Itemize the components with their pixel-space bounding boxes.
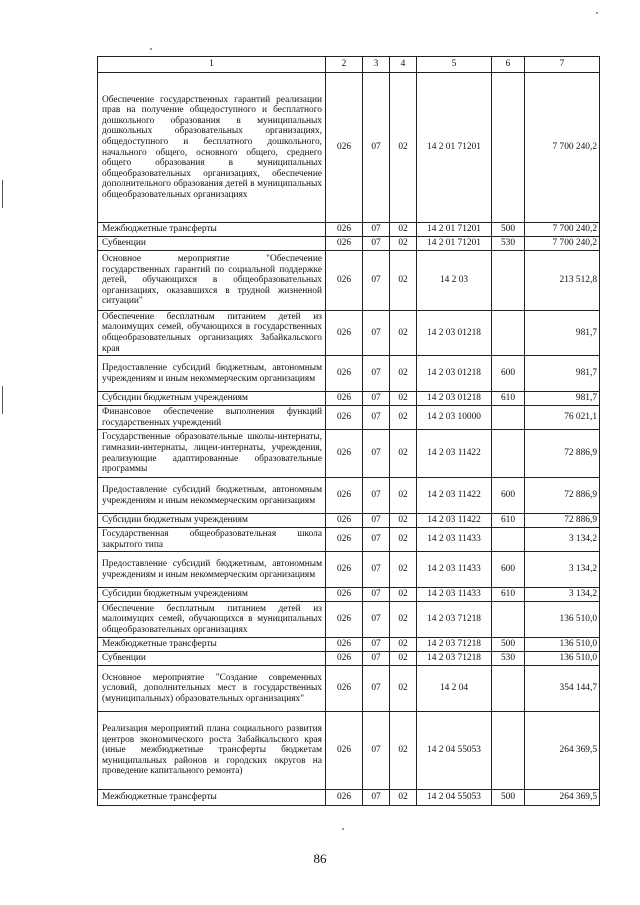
- row-subsection-code: 02: [390, 602, 417, 638]
- row-target-article: 14 2 03 11433: [417, 528, 492, 552]
- row-amount: 264 369,5: [525, 790, 600, 806]
- table-row: [98, 430, 600, 478]
- row-expense-type: [492, 528, 525, 552]
- row-ministry-code: 026: [326, 552, 363, 588]
- row-section-code: 07: [363, 406, 390, 430]
- row-expense-type: 610: [492, 514, 525, 528]
- row-section-code: 07: [363, 552, 390, 588]
- header-col-5: 5: [417, 57, 492, 73]
- row-subsection-code: 02: [390, 251, 417, 311]
- row-name: Субсидии бюджетным учреждениям: [98, 514, 326, 528]
- row-ministry-code: 026: [326, 478, 363, 514]
- row-ministry-code: 026: [326, 406, 363, 430]
- row-section-code: 07: [363, 430, 390, 478]
- table-row: [98, 311, 600, 356]
- row-subsection-code: 02: [390, 638, 417, 652]
- row-name: Государственная общеобразовательная школа закрытого типа: [98, 528, 326, 552]
- row-expense-type: [492, 311, 525, 356]
- row-subsection-code: 02: [390, 478, 417, 514]
- row-ministry-code: 026: [326, 790, 363, 806]
- row-ministry-code: 026: [326, 237, 363, 251]
- row-subsection-code: 02: [390, 430, 417, 478]
- row-expense-type: 500: [492, 790, 525, 806]
- row-subsection-code: 02: [390, 514, 417, 528]
- row-ministry-code: 026: [326, 251, 363, 311]
- row-target-article: 14 2 03 01218: [417, 311, 492, 356]
- row-amount: 213 512,8: [525, 251, 600, 311]
- row-expense-type: 600: [492, 552, 525, 588]
- row-amount: 72 886,9: [525, 514, 600, 528]
- row-subsection-code: 02: [390, 392, 417, 406]
- row-target-article: 14 2 04 55053: [417, 790, 492, 806]
- row-target-article: 14 2 03 10000: [417, 406, 492, 430]
- row-name: Основное мероприятие "Создание современных условий, дополнительных мест в государственных (муниципальных) образовательных организациях": [98, 666, 326, 712]
- table-row: [98, 73, 600, 223]
- row-target-article: 14 2 03 01218: [417, 392, 492, 406]
- row-target-article: 14 2 03 71218: [417, 652, 492, 666]
- row-expense-type: 600: [492, 356, 525, 392]
- row-target-article: 14 2 03: [417, 251, 492, 311]
- header-col-1: 1: [98, 57, 326, 73]
- row-ministry-code: 026: [326, 356, 363, 392]
- row-name: Межбюджетные трансферты: [98, 223, 326, 237]
- row-name: Основное мероприятие "Обеспечение государственных гарантий по социальной поддержке детей, обучающихся в общеобразовательных организациях, оказавшихся в трудной жизненной ситуации": [98, 251, 326, 311]
- row-subsection-code: 02: [390, 237, 417, 251]
- row-name: Государственные образовательные школы-интернаты, гимназии-интернаты, лицеи-интернаты, учреждения, реализующие адаптированные образовательные программы: [98, 430, 326, 478]
- row-target-article: 14 2 01 71201: [417, 73, 492, 223]
- row-expense-type: [492, 430, 525, 478]
- row-section-code: 07: [363, 392, 390, 406]
- row-target-article: 14 2 03 71218: [417, 602, 492, 638]
- row-amount: 136 510,0: [525, 652, 600, 666]
- row-expense-type: [492, 602, 525, 638]
- header-col-3: 3: [363, 57, 390, 73]
- row-target-article: 14 2 03 11422: [417, 514, 492, 528]
- scan-speck: [150, 48, 152, 50]
- row-amount: 72 886,9: [525, 478, 600, 514]
- row-section-code: 07: [363, 237, 390, 251]
- row-amount: 981,7: [525, 356, 600, 392]
- table-row: [98, 514, 600, 528]
- row-expense-type: 530: [492, 237, 525, 251]
- row-ministry-code: 026: [326, 666, 363, 712]
- table-header-row: [98, 57, 600, 73]
- row-subsection-code: 02: [390, 652, 417, 666]
- row-amount: 981,7: [525, 392, 600, 406]
- row-name: Субсидии бюджетным учреждениям: [98, 588, 326, 602]
- row-name: Обеспечение бесплатным питанием детей из малоимущих семей, обучающихся в государственных общеобразовательных организациях Забайкальского края: [98, 311, 326, 356]
- table-row: [98, 638, 600, 652]
- row-section-code: 07: [363, 251, 390, 311]
- scan-edge-mark: [2, 386, 3, 414]
- row-ministry-code: 026: [326, 430, 363, 478]
- table-row: [98, 712, 600, 790]
- row-section-code: 07: [363, 514, 390, 528]
- row-section-code: 07: [363, 478, 390, 514]
- row-subsection-code: 02: [390, 528, 417, 552]
- row-section-code: 07: [363, 223, 390, 237]
- table-row: [98, 528, 600, 552]
- row-amount: 136 510,0: [525, 638, 600, 652]
- header-col-7: 7: [525, 57, 600, 73]
- row-subsection-code: 02: [390, 712, 417, 790]
- table-row: [98, 478, 600, 514]
- scan-edge-mark: [2, 180, 3, 208]
- row-expense-type: 610: [492, 588, 525, 602]
- row-amount: 72 886,9: [525, 430, 600, 478]
- row-expense-type: [492, 406, 525, 430]
- row-ministry-code: 026: [326, 528, 363, 552]
- row-amount: 7 700 240,2: [525, 223, 600, 237]
- row-amount: 354 144,7: [525, 666, 600, 712]
- row-target-article: 14 2 04 55053: [417, 712, 492, 790]
- row-section-code: 07: [363, 638, 390, 652]
- row-subsection-code: 02: [390, 311, 417, 356]
- row-amount: 3 134,2: [525, 588, 600, 602]
- row-ministry-code: 026: [326, 712, 363, 790]
- row-amount: 7 700 240,2: [525, 73, 600, 223]
- row-subsection-code: 02: [390, 73, 417, 223]
- row-section-code: 07: [363, 528, 390, 552]
- row-name: Субвенции: [98, 652, 326, 666]
- table-row: [98, 223, 600, 237]
- row-ministry-code: 026: [326, 588, 363, 602]
- row-target-article: 14 2 03 11433: [417, 588, 492, 602]
- row-ministry-code: 026: [326, 602, 363, 638]
- table-row: [98, 406, 600, 430]
- row-name: Предоставление субсидий бюджетным, автономным учреждениям и иным некоммерческим организациям: [98, 478, 326, 514]
- row-ministry-code: 026: [326, 223, 363, 237]
- row-ministry-code: 026: [326, 638, 363, 652]
- row-expense-type: 500: [492, 223, 525, 237]
- row-amount: 7 700 240,2: [525, 237, 600, 251]
- budget-table: [97, 56, 600, 806]
- header-col-6: 6: [492, 57, 525, 73]
- table-row: [98, 790, 600, 806]
- scan-speck: [342, 828, 344, 830]
- row-section-code: 07: [363, 356, 390, 392]
- row-section-code: 07: [363, 652, 390, 666]
- row-target-article: 14 2 01 71201: [417, 223, 492, 237]
- row-target-article: 14 2 03 01218: [417, 356, 492, 392]
- row-target-article: 14 2 03 71218: [417, 638, 492, 652]
- table-row: [98, 588, 600, 602]
- row-section-code: 07: [363, 311, 390, 356]
- row-name: Предоставление субсидий бюджетным, автономным учреждениям и иным некоммерческим организациям: [98, 552, 326, 588]
- row-ministry-code: 026: [326, 514, 363, 528]
- row-section-code: 07: [363, 588, 390, 602]
- row-amount: 3 134,2: [525, 552, 600, 588]
- table-row: [98, 251, 600, 311]
- row-subsection-code: 02: [390, 588, 417, 602]
- table-row: [98, 666, 600, 712]
- table-row: [98, 356, 600, 392]
- row-expense-type: [492, 712, 525, 790]
- row-name: Обеспечение бесплатным питанием детей из малоимущих семей, обучающихся в муниципальных общеобразовательных организациях: [98, 602, 326, 638]
- table-row: [98, 392, 600, 406]
- row-subsection-code: 02: [390, 552, 417, 588]
- row-target-article: 14 2 03 11422: [417, 478, 492, 514]
- row-section-code: 07: [363, 666, 390, 712]
- row-subsection-code: 02: [390, 223, 417, 237]
- header-col-2: 2: [326, 57, 363, 73]
- row-name: Реализация мероприятий плана социального развития центров экономического роста Забайкальского края (иные межбюджетные трансферты бюджетам муниципальных районов и городских округов на проведение капитального ремонта): [98, 712, 326, 790]
- row-section-code: 07: [363, 712, 390, 790]
- row-section-code: 07: [363, 790, 390, 806]
- row-amount: 136 510,0: [525, 602, 600, 638]
- row-expense-type: [492, 251, 525, 311]
- row-section-code: 07: [363, 602, 390, 638]
- table-row: [98, 552, 600, 588]
- row-name: Финансовое обеспечение выполнения функций государственных учреждений: [98, 406, 326, 430]
- row-amount: 264 369,5: [525, 712, 600, 790]
- scan-speck: [596, 12, 598, 14]
- row-subsection-code: 02: [390, 666, 417, 712]
- row-target-article: 14 2 04: [417, 666, 492, 712]
- row-amount: 3 134,2: [525, 528, 600, 552]
- page-number: 86: [313, 851, 327, 866]
- row-ministry-code: 026: [326, 652, 363, 666]
- row-expense-type: 610: [492, 392, 525, 406]
- row-ministry-code: 026: [326, 311, 363, 356]
- table-row: [98, 237, 600, 251]
- row-target-article: 14 2 03 11433: [417, 552, 492, 588]
- header-col-4: 4: [390, 57, 417, 73]
- row-section-code: 07: [363, 73, 390, 223]
- row-name: Субвенции: [98, 237, 326, 251]
- row-expense-type: [492, 73, 525, 223]
- row-target-article: 14 2 01 71201: [417, 237, 492, 251]
- row-subsection-code: 02: [390, 356, 417, 392]
- row-expense-type: 530: [492, 652, 525, 666]
- row-name: Межбюджетные трансферты: [98, 790, 326, 806]
- row-ministry-code: 026: [326, 392, 363, 406]
- row-expense-type: [492, 666, 525, 712]
- row-name: Обеспечение государственных гарантий реализации прав на получение общедоступного и бесплатного дошкольного образования в муниципальных дошкольных образовательных организациях, общедоступного и бесплатного дошкольного, начального общего, основного общего, среднего общего образования в муниципальных общеобразовательных организациях, обеспечение дополнительного образования детей в муниципальных общеобразовательных организациях: [98, 73, 326, 223]
- row-subsection-code: 02: [390, 406, 417, 430]
- row-amount: 981,7: [525, 311, 600, 356]
- table-row: [98, 602, 600, 638]
- row-name: Межбюджетные трансферты: [98, 638, 326, 652]
- row-expense-type: 600: [492, 478, 525, 514]
- row-name: Субсидии бюджетным учреждениям: [98, 392, 326, 406]
- row-target-article: 14 2 03 11422: [417, 430, 492, 478]
- row-amount: 76 021,1: [525, 406, 600, 430]
- row-name: Предоставление субсидий бюджетным, автономным учреждениям и иным некоммерческим организациям: [98, 356, 326, 392]
- row-expense-type: 500: [492, 638, 525, 652]
- table-row: [98, 652, 600, 666]
- row-subsection-code: 02: [390, 790, 417, 806]
- row-ministry-code: 026: [326, 73, 363, 223]
